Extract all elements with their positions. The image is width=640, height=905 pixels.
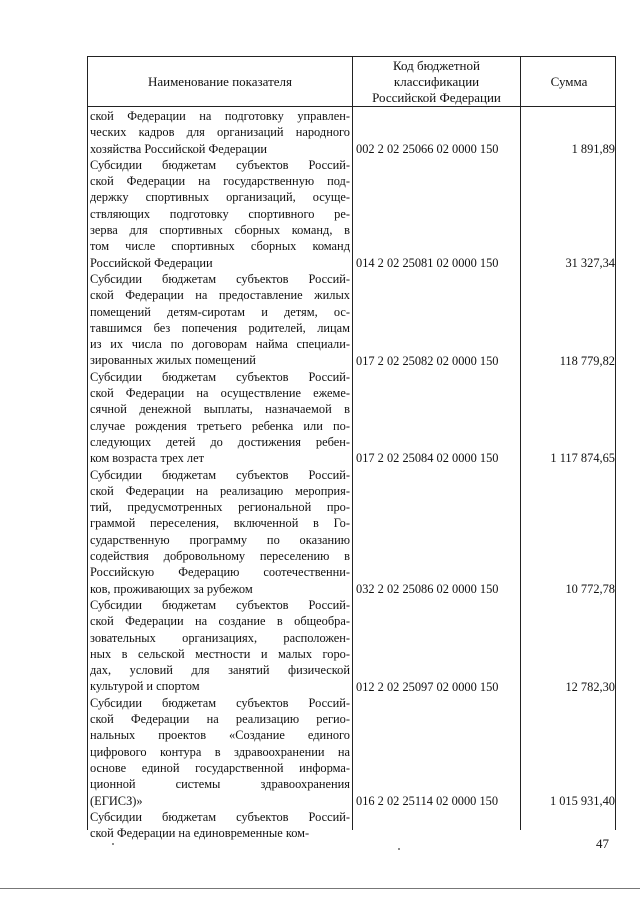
indicator-description [90, 108, 350, 157]
description-line: ской Федерации на государственную под- [90, 174, 350, 189]
description-line: Субсидии бюджетам субъектов Россий- [90, 598, 350, 612]
amount: 10 772,78 [565, 581, 615, 596]
column-divider [352, 57, 353, 830]
page-number: 47 [596, 836, 609, 851]
description-line: тий, предусмотренных региональной про- [90, 500, 350, 515]
budget-code: 012 2 02 25097 02 0000 150 [356, 679, 499, 694]
description-line: цифрового контура в здравоохранении на [90, 744, 350, 759]
indicator-description [90, 809, 350, 842]
description-line: ской Федерации на реализацию регио- [90, 712, 350, 727]
description-line: ных в сельской местности и малых горо- [90, 646, 350, 661]
indicator-description [90, 695, 350, 809]
column-divider [520, 57, 521, 830]
description-line: нальных проектов «Создание единого [90, 728, 350, 743]
scan-speck [112, 843, 114, 845]
description-line: Российской Федерации [90, 255, 213, 270]
amount: 12 782,30 [565, 679, 615, 694]
description-line: зовательных организациях, расположен- [90, 630, 350, 645]
description-line: Субсидии бюджетам субъектов Россий- [90, 809, 350, 824]
description-line: дах, условий для занятий физической [90, 663, 350, 678]
description-line: Субсидии бюджетам субъектов Россий- [90, 272, 350, 286]
amount: 31 327,34 [565, 255, 615, 270]
header-indicator-name: Наименование показателя [147, 73, 293, 89]
description-line: из их числа по договорам найма специали- [90, 337, 350, 352]
description-line: ком возраста трех лет [90, 451, 204, 466]
description-line: зированных жилых помещений [90, 353, 256, 368]
budget-code: 002 2 02 25066 02 0000 150 [356, 141, 499, 156]
amount: 118 779,82 [559, 353, 615, 368]
description-line: ской Федерации на предоставление жилых [90, 288, 350, 303]
description-line: содействия добровольному переселению в [90, 549, 350, 564]
description-line: тавшимся без попечения родителей, лицам [90, 320, 350, 335]
description-line: помещений детям-сиротам и детям, ос- [90, 304, 350, 319]
description-line: ской Федерации на реализацию мероприя- [90, 483, 350, 498]
description-line: (ЕГИСЗ)» [90, 793, 143, 808]
budget-code: 032 2 02 25086 02 0000 150 [356, 581, 499, 596]
description-line: ской Федерации на осуществление ежеме- [90, 386, 350, 401]
amount: 1 117 874,65 [550, 451, 615, 466]
amount: 1 015 931,40 [549, 793, 615, 808]
description-line: держку спортивных организаций, осуще- [90, 190, 350, 205]
budget-code: 017 2 02 25082 02 0000 150 [356, 353, 499, 368]
description-line: Субсидии бюджетам субъектов Россий- [90, 157, 350, 172]
description-line: сячной денежной выплаты, назначаемой в [90, 402, 350, 417]
description-line: ков, проживающих за рубежом [90, 581, 253, 596]
description-line: Субсидии бюджетам субъектов Россий- [90, 695, 350, 710]
description-line: случае рождения третьего ребенка или по- [90, 418, 350, 433]
description-line: ской Федерации на создание в общеобра- [90, 614, 350, 629]
indicator-description [90, 369, 350, 467]
description-line: следующих детей до достижения ребен- [90, 434, 350, 449]
description-line: основе единой государственной информа- [90, 760, 350, 775]
description-line: том числе спортивных сборных команд [90, 239, 350, 254]
description-line: ческих кадров для организаций народного [90, 125, 350, 140]
description-line: граммой переселения, включенной в Го- [90, 516, 350, 531]
description-line: ционной системы здравоохранения [90, 777, 350, 792]
header-sum: Сумма [550, 73, 588, 89]
amount: 1 891,89 [571, 141, 615, 156]
page-bottom-rule [0, 888, 640, 889]
header-budget-code: Код бюджетной классификации Российской Федерации [372, 57, 501, 105]
description-line: Субсидии бюджетам субъектов Россий- [90, 369, 350, 384]
indicator-description [90, 467, 350, 597]
description-line: зерва для спортивных сборных команд, в [90, 223, 350, 238]
budget-code: 017 2 02 25084 02 0000 150 [356, 451, 499, 466]
scan-speck [398, 848, 400, 850]
header-divider [88, 106, 615, 107]
description-line: ской Федерации на единовременные ком- [90, 826, 310, 841]
budget-code: 016 2 02 25114 02 0000 150 [356, 793, 499, 808]
description-line: сударственную программу по оказанию [90, 532, 350, 547]
budget-table [87, 56, 616, 841]
indicator-description [90, 597, 350, 695]
description-line: Российскую Федерацию соотечественни- [90, 565, 350, 580]
description-line: культурой и спортом [90, 679, 200, 694]
description-line: Субсидии бюджетам субъектов Россий- [90, 467, 350, 482]
indicator-description [90, 271, 350, 369]
indicator-description [90, 157, 350, 271]
description-line: ской Федерации на подготовку управлен- [90, 109, 350, 123]
description-line: ствляющих подготовку спортивного ре- [90, 206, 350, 221]
budget-code: 014 2 02 25081 02 0000 150 [356, 255, 499, 270]
description-line: хозяйства Российской Федерации [90, 141, 268, 156]
